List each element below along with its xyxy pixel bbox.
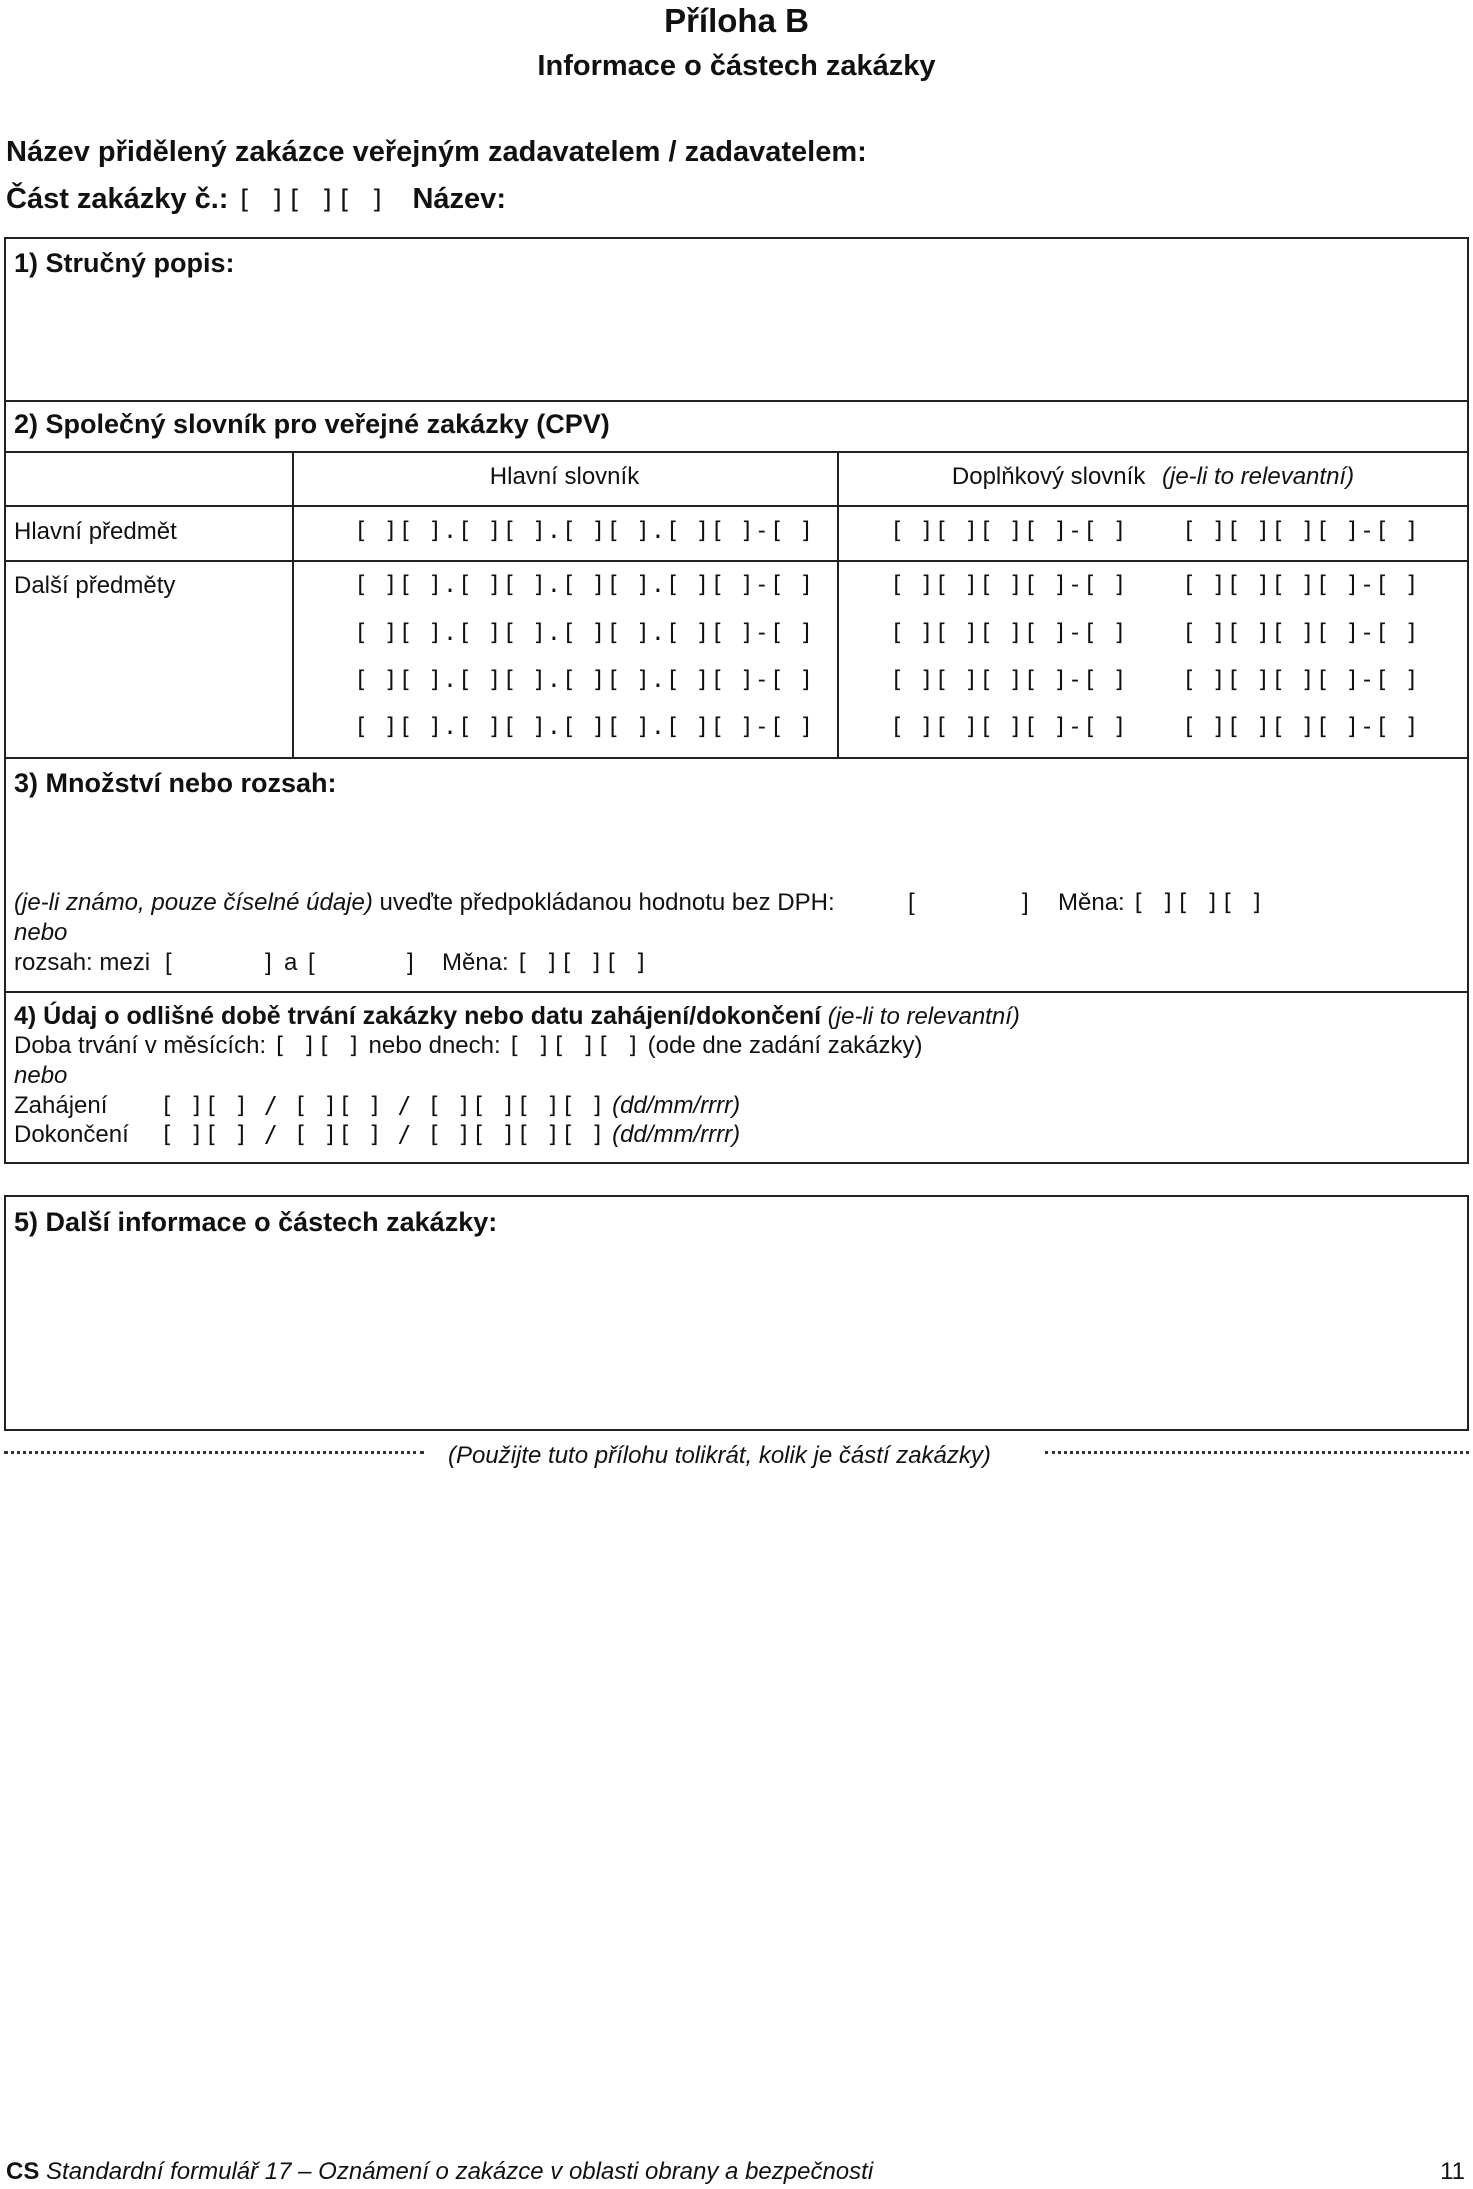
part-number-fields[interactable]: [ ][ ][ ] bbox=[236, 185, 387, 215]
range-label: rozsah: mezi bbox=[14, 949, 151, 976]
range-to-close: ] bbox=[407, 949, 414, 976]
footer-text: Standardní formulář 17 – Oznámení o zakázce v oblasti obrany a bezpečnosti bbox=[46, 2158, 874, 2185]
cpv-main-code-field[interactable]: [ ][ ].[ ][ ].[ ][ ].[ ][ ]-[ ] bbox=[354, 714, 815, 740]
cpv-supp-header-label: Doplňkový slovník bbox=[951, 463, 1146, 490]
dotted-leader bbox=[4, 1451, 424, 1454]
estimated-value-close: ] bbox=[1022, 889, 1029, 916]
divider bbox=[837, 451, 839, 757]
page-title: Příloha B bbox=[664, 2, 809, 39]
page-number: 11 bbox=[1440, 2158, 1465, 2185]
part-name-label: Název: bbox=[412, 183, 506, 215]
currency-label: Měna: bbox=[1058, 889, 1125, 916]
cpv-supp-code-field[interactable]: [ ][ ][ ][ ]-[ ] bbox=[1182, 518, 1420, 544]
cpv-supp-code-field[interactable]: [ ][ ][ ][ ]-[ ] bbox=[890, 714, 1128, 740]
duration-days-fields[interactable]: [ ][ ][ ] bbox=[507, 1033, 641, 1059]
currency-fields[interactable]: [ ][ ][ ] bbox=[1131, 890, 1265, 916]
duration-label: Doba trvání v měsících: bbox=[14, 1032, 267, 1059]
currency-line bbox=[1058, 889, 1265, 917]
estimated-value-text: uveďte předpokládanou hodnotu bez DPH: bbox=[379, 889, 835, 916]
assigned-name-label: Název přidělený zakázce veřejným zadavatelem / zadavatelem: bbox=[6, 136, 867, 168]
cpv-supp-code-field[interactable]: [ ][ ][ ][ ]-[ ] bbox=[890, 667, 1128, 693]
start-label: Zahájení bbox=[14, 1092, 108, 1119]
range-to-input[interactable] bbox=[322, 949, 402, 977]
cpv-main-header: Hlavní slovník bbox=[489, 463, 640, 490]
cpv-main-code-field[interactable]: [ ][ ].[ ][ ].[ ][ ].[ ][ ]-[ ] bbox=[354, 667, 815, 693]
section-4-heading bbox=[14, 1002, 1020, 1031]
or-text: nebo bbox=[14, 919, 68, 946]
duration-days-note: (ode dne zadání zakázky) bbox=[647, 1032, 923, 1059]
cpv-supp-code-field[interactable]: [ ][ ][ ][ ]-[ ] bbox=[1182, 572, 1420, 598]
estimated-value-note: (je-li známo, pouze číselné údaje) bbox=[14, 889, 373, 916]
page-subtitle: Informace o částech zakázky bbox=[537, 50, 936, 82]
duration-line bbox=[14, 1032, 922, 1060]
part-label: Část zakázky č.: bbox=[6, 183, 229, 215]
cpv-supp-header bbox=[837, 463, 1469, 491]
end-date-format: (dd/mm/rrrr) bbox=[612, 1121, 741, 1148]
duration-days-label: nebo dnech: bbox=[368, 1032, 501, 1059]
divider bbox=[292, 451, 294, 757]
duration-months-fields[interactable]: [ ][ ] bbox=[272, 1033, 362, 1059]
cpv-supp-code-field[interactable]: [ ][ ][ ][ ]-[ ] bbox=[1182, 714, 1420, 740]
range-from-close: ] bbox=[265, 949, 272, 976]
cpv-row-main-label: Hlavní předmět bbox=[14, 518, 177, 545]
start-date-line bbox=[160, 1092, 740, 1120]
divider bbox=[4, 560, 1469, 562]
dotted-leader bbox=[1045, 1451, 1469, 1454]
cpv-main-code-field[interactable]: [ ][ ].[ ][ ].[ ][ ].[ ][ ]-[ ] bbox=[354, 518, 815, 544]
divider bbox=[4, 757, 1469, 759]
divider bbox=[4, 400, 1469, 402]
estimated-value-open: [ bbox=[908, 889, 915, 916]
or-text: nebo bbox=[14, 1062, 68, 1089]
range-from-input[interactable] bbox=[180, 949, 260, 977]
range-from-open: [ bbox=[165, 949, 172, 976]
start-date-format: (dd/mm/rrrr) bbox=[612, 1092, 741, 1119]
section-4-note: (je-li to relevantní) bbox=[827, 1003, 1020, 1030]
range-currency-line bbox=[442, 949, 649, 977]
section-1-label: 1) Stručný popis: bbox=[14, 248, 235, 278]
cpv-main-code-field[interactable]: [ ][ ].[ ][ ].[ ][ ].[ ][ ]-[ ] bbox=[354, 620, 815, 646]
cpv-supp-code-field[interactable]: [ ][ ][ ][ ]-[ ] bbox=[890, 518, 1128, 544]
divider bbox=[4, 451, 1469, 453]
page-footer bbox=[6, 2158, 873, 2186]
start-date-fields[interactable]: [ ][ ] / [ ][ ] / [ ][ ][ ][ ] bbox=[160, 1093, 606, 1119]
divider bbox=[4, 991, 1469, 993]
divider bbox=[4, 505, 1469, 507]
section-4-label: 4) Údaj o odlišné době trvání zakázky nebo datu zahájení/dokončení bbox=[14, 1002, 822, 1030]
end-date-fields[interactable]: [ ][ ] / [ ][ ] / [ ][ ][ ][ ] bbox=[160, 1122, 606, 1148]
cpv-supp-code-field[interactable]: [ ][ ][ ][ ]-[ ] bbox=[890, 572, 1128, 598]
section-3-label: 3) Množství nebo rozsah: bbox=[14, 768, 337, 798]
footer-lang: CS bbox=[6, 2158, 40, 2185]
estimated-value-line bbox=[14, 889, 835, 917]
cpv-supp-code-field[interactable]: [ ][ ][ ][ ]-[ ] bbox=[1182, 620, 1420, 646]
range-to-open: [ bbox=[308, 949, 315, 976]
cpv-main-code-field[interactable]: [ ][ ].[ ][ ].[ ][ ].[ ][ ]-[ ] bbox=[354, 572, 815, 598]
cpv-supp-code-field[interactable]: [ ][ ][ ][ ]-[ ] bbox=[1182, 667, 1420, 693]
range-and: a bbox=[284, 949, 298, 976]
cpv-supp-code-field[interactable]: [ ][ ][ ][ ]-[ ] bbox=[890, 620, 1128, 646]
end-label: Dokončení bbox=[14, 1121, 129, 1148]
usage-note: (Použijte tuto přílohu tolikrát, kolik je částí zakázky) bbox=[448, 1442, 991, 1469]
cpv-supp-header-note: (je-li to relevantní) bbox=[1162, 463, 1355, 490]
part-number-line bbox=[6, 183, 506, 216]
range-currency-fields[interactable]: [ ][ ][ ] bbox=[515, 950, 649, 976]
section-5-label: 5) Další informace o částech zakázky: bbox=[14, 1207, 498, 1237]
estimated-value-input[interactable] bbox=[925, 889, 1025, 917]
end-date-line bbox=[160, 1121, 740, 1149]
cpv-row-other-label: Další předměty bbox=[14, 572, 176, 599]
range-currency-label: Měna: bbox=[442, 949, 509, 976]
section-2-label: 2) Společný slovník pro veřejné zakázky (CPV) bbox=[14, 409, 610, 439]
